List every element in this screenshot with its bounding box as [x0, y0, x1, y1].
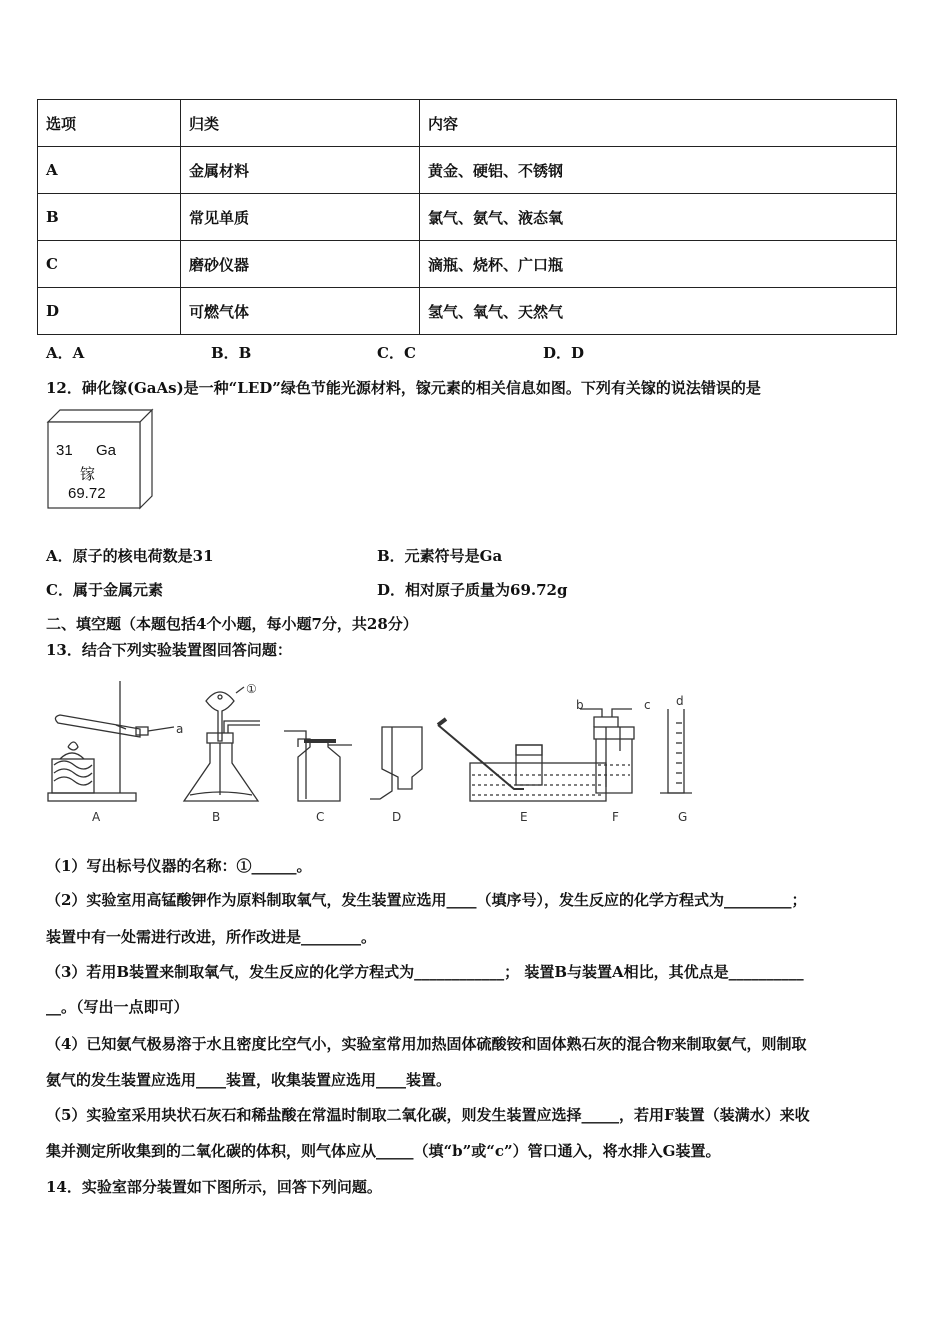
table-cell: 氢气、氧气、天然气 [420, 288, 897, 335]
apparatus-a [48, 681, 174, 801]
atomic-mass: 69.72 [68, 485, 106, 502]
marker-c: c [644, 698, 651, 712]
table-cell: 滴瓶、烧杯、广口瓶 [420, 241, 897, 288]
table-cell: 磨砂仪器 [181, 241, 420, 288]
label-c: C [316, 810, 325, 824]
table-header-cell: 内容 [420, 100, 897, 147]
label-g: G [678, 810, 688, 824]
q14-stem: 14．实验室部分装置如下图所示，回答下列问题。 [46, 1178, 382, 1196]
q13-line-5: __。（写出一点即可） [46, 998, 189, 1016]
q13-line-3: 装置中有一处需进行改进，所作改进是________。 [46, 928, 377, 946]
label-b: B [212, 810, 221, 824]
table-header-cell: 归类 [181, 100, 420, 147]
q11-option-d: D．D [543, 344, 585, 362]
table-row [38, 194, 897, 241]
element-name: 镓 [80, 465, 96, 483]
apparatus-f [580, 709, 634, 793]
q11-option-a: A．A [46, 344, 85, 362]
apparatus-b [184, 687, 260, 801]
table-header-row [38, 100, 897, 147]
table-cell: 氯气、氨气、液态氧 [420, 194, 897, 241]
table-cell: B [38, 194, 181, 241]
marker-d: d [676, 694, 684, 708]
q13-line-4: （3）若用B装置来制取氧气，发生反应的化学方程式为____________； 装置B与装置A相比，其优点是__________ [46, 963, 804, 981]
apparatus-e [438, 719, 606, 801]
apparatus-g [660, 709, 692, 793]
q11-option-c: C．C [377, 344, 416, 362]
table-header-cell: 选项 [38, 100, 181, 147]
q12-option-d: D．相对原子质量为69.72g [377, 581, 568, 599]
q13-stem: 13．结合下列实验装置图回答问题： [46, 641, 292, 659]
table-cell: C [38, 241, 181, 288]
table-cell: A [38, 147, 181, 194]
q12-option-a: A．原子的核电荷数是31 [46, 547, 214, 565]
q12-option-b: B．元素符号是Ga [377, 547, 503, 565]
q13-line-6: （4）已知氨气极易溶于水且密度比空气小，实验室常用加热固体硫酸铵和固体熟石灰的混合物来制取氨气，则制取 [46, 1035, 807, 1053]
marker-b: b [576, 698, 584, 712]
q13-line-1: （1）写出标号仪器的名称：①______。 [46, 857, 312, 875]
table-row [38, 288, 897, 335]
q12-option-c: C．属于金属元素 [46, 581, 163, 599]
label-e: E [520, 810, 528, 824]
table-cell: 可燃气体 [181, 288, 420, 335]
label-a: A [92, 810, 101, 824]
table-row [38, 147, 897, 194]
q11-option-b: B．B [211, 344, 252, 362]
q13-line-8: （5）实验室采用块状石灰石和稀盐酸在常温时制取二氧化碳，则发生装置应选择_____，若用F装置（装满水）来收 [46, 1106, 810, 1124]
classification-table [37, 99, 897, 335]
apparatus-d [370, 727, 422, 799]
section-heading: 二、填空题（本题包括4个小题，每小题7分，共28分） [46, 615, 418, 633]
q13-line-9: 集并测定所收集到的二氧化碳的体积，则气体应从_____（填“b”或“c”）管口通入，将水排入G装置。 [46, 1142, 721, 1160]
q12-stem: 12．砷化镓(GaAs)是一种“LED”绿色节能光源材料，镓元素的相关信息如图。下列有关镓的说法错误的是 [46, 379, 761, 397]
apparatus-figure [40, 675, 710, 830]
label-d: D [392, 810, 402, 824]
gallium-element-card [46, 408, 154, 510]
element-symbol: Ga [96, 442, 117, 459]
atomic-number: 31 [56, 442, 73, 459]
apparatus-c [284, 731, 352, 801]
marker-a: a [176, 722, 184, 736]
table-cell: D [38, 288, 181, 335]
table-row [38, 241, 897, 288]
label-f: F [612, 810, 619, 824]
q13-line-7: 氨气的发生装置应选用____装置，收集装置应选用____装置。 [46, 1071, 452, 1089]
table-cell: 金属材料 [181, 147, 420, 194]
marker-circle-1: ① [246, 682, 257, 696]
table-cell: 黄金、硬铝、不锈钢 [420, 147, 897, 194]
table-cell: 常见单质 [181, 194, 420, 241]
q13-line-2: （2）实验室用高锰酸钾作为原料制取氧气，发生装置应选用____（填序号），发生反应的化学方程式为_________； [46, 891, 807, 909]
